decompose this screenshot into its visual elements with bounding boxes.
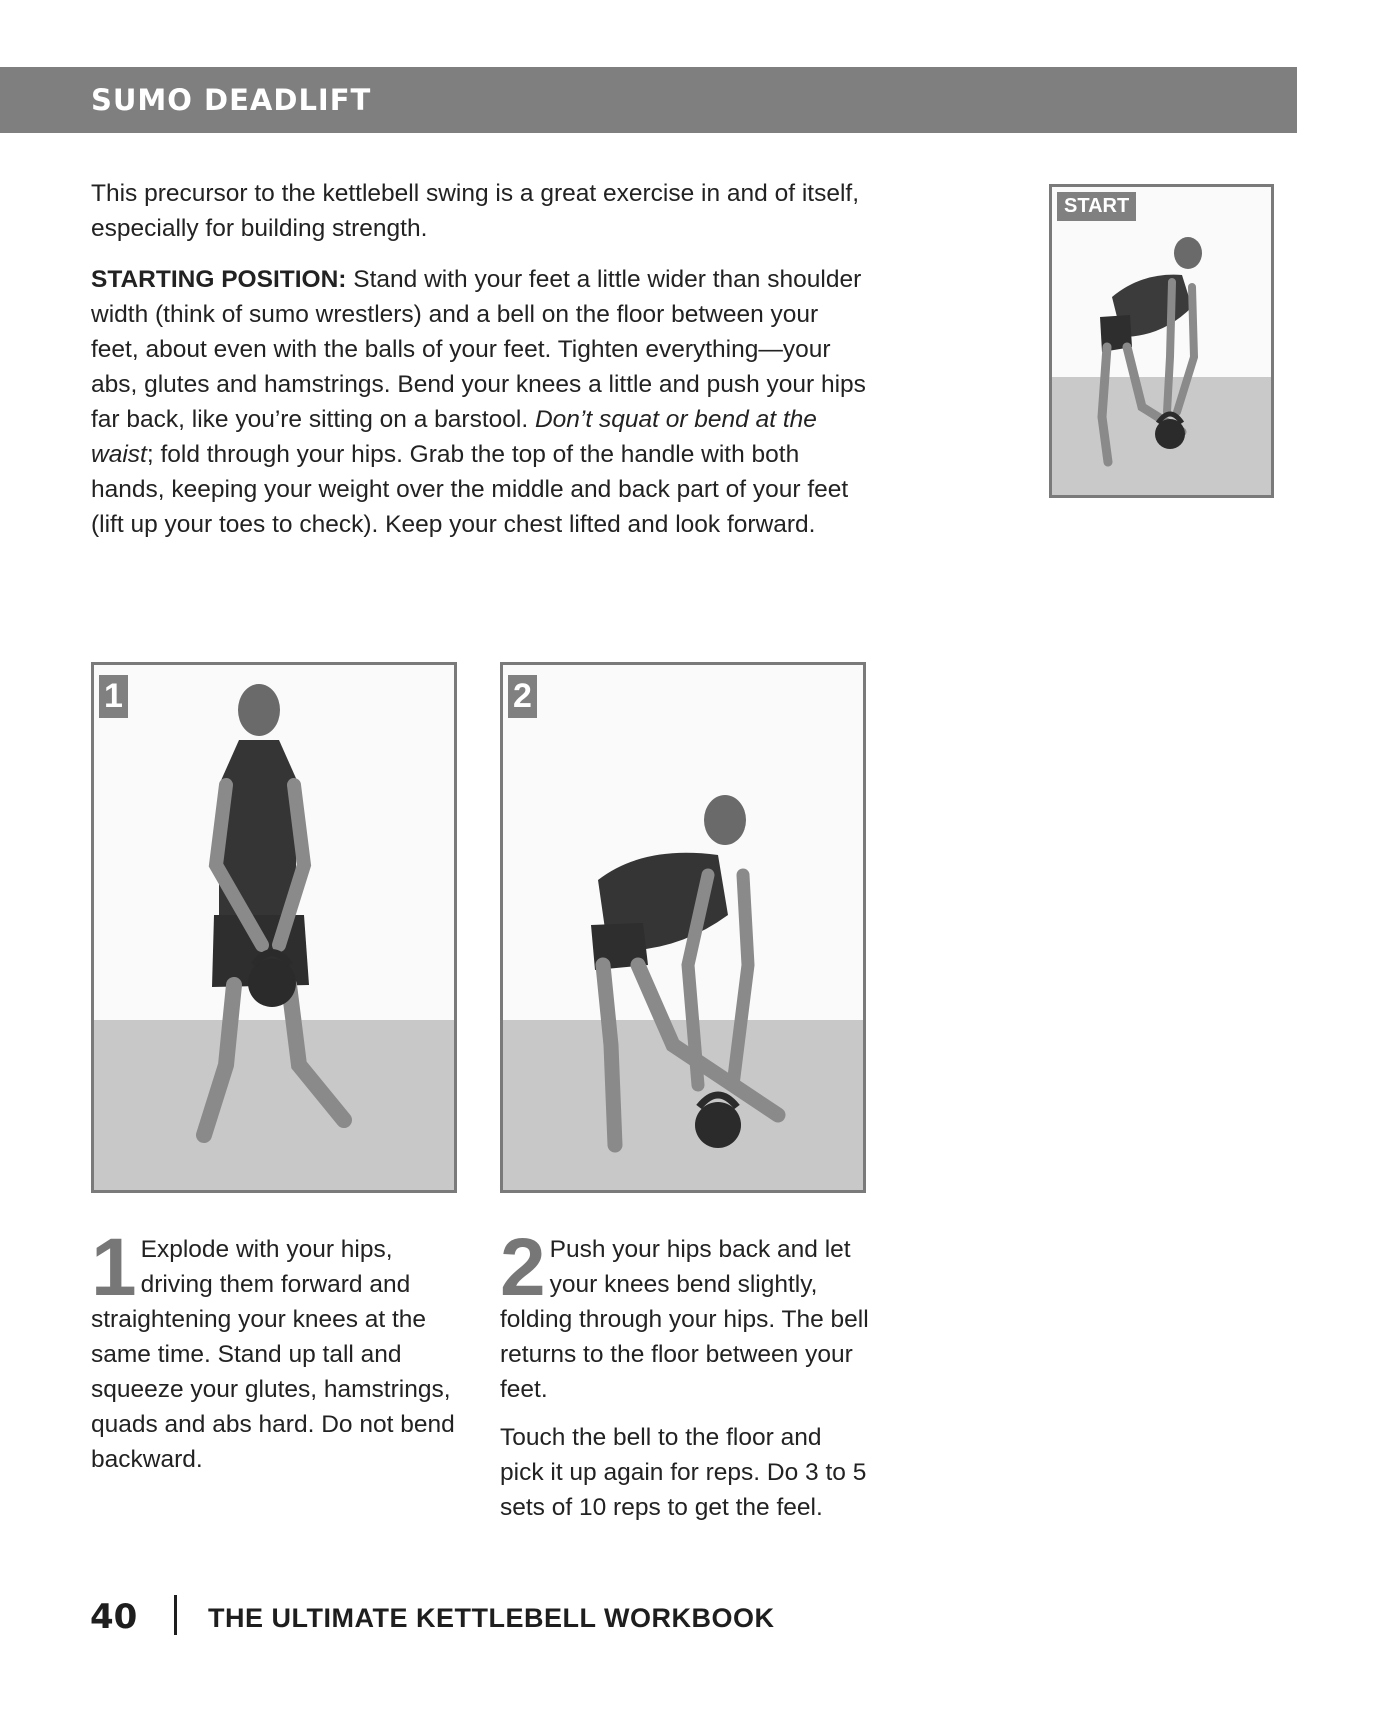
starting-position-text-b: ; fold through your hips. Grab the top of the handle with both hands, keeping your weight over the middle and back part of your feet (lift up your toes to check). Keep your chest lifted and look forward. bbox=[91, 441, 849, 538]
step-2-description bbox=[500, 1222, 870, 1407]
step-1-dropcap: 1 bbox=[91, 1222, 137, 1313]
step-1-photo-illustration bbox=[94, 665, 454, 1190]
step-2-text: Push your hips back and let your knees bend slightly, folding through your hips. The bell returns to the floor between your feet. bbox=[500, 1236, 869, 1403]
start-photo bbox=[1049, 184, 1274, 498]
step-2-photo bbox=[500, 662, 866, 1193]
step-2-photo-illustration bbox=[503, 665, 863, 1190]
section-title: SUMO DEADLIFT bbox=[91, 83, 372, 117]
page-number: 40 bbox=[90, 1597, 138, 1637]
starting-position-paragraph bbox=[91, 262, 871, 542]
starting-position-text-a: Stand with your feet a little wider than shoulder width (think of sumo wrestlers) and a bell on the floor between your feet, about even with the balls of your feet. Tighten everything—your abs, glutes and hamstrings. Bend your knees a little and push your hips far back, like you’re sitting on a barstool. bbox=[91, 266, 866, 433]
start-label: START bbox=[1057, 192, 1136, 221]
step-1-photo bbox=[91, 662, 457, 1193]
book-title: THE ULTIMATE KETTLEBELL WORKBOOK bbox=[208, 1603, 775, 1633]
step-1-description bbox=[91, 1222, 461, 1477]
section-header-bar bbox=[0, 67, 1297, 133]
starting-position-lead: STARTING POSITION: bbox=[91, 266, 347, 293]
starting-position-emphasis: Don’t squat or bend at the waist bbox=[91, 406, 817, 468]
reps-note: Touch the bell to the floor and pick it up again for reps. Do 3 to 5 sets of 10 reps to get the feel. bbox=[500, 1424, 867, 1521]
intro-paragraph: This precursor to the kettlebell swing is a great exercise in and of itself, especially for building strength. bbox=[91, 180, 860, 242]
step-1-label: 1 bbox=[99, 675, 128, 718]
step-1-text: Explode with your hips, driving them forward and straightening your knees at the same time. Stand up tall and squeeze your glutes, hamstrings, quads and abs hard. Do not bend backward. bbox=[91, 1236, 455, 1473]
step-2-label: 2 bbox=[508, 675, 537, 718]
footer-divider bbox=[174, 1595, 177, 1635]
start-photo-illustration bbox=[1052, 187, 1271, 495]
step-2-dropcap: 2 bbox=[500, 1222, 546, 1313]
